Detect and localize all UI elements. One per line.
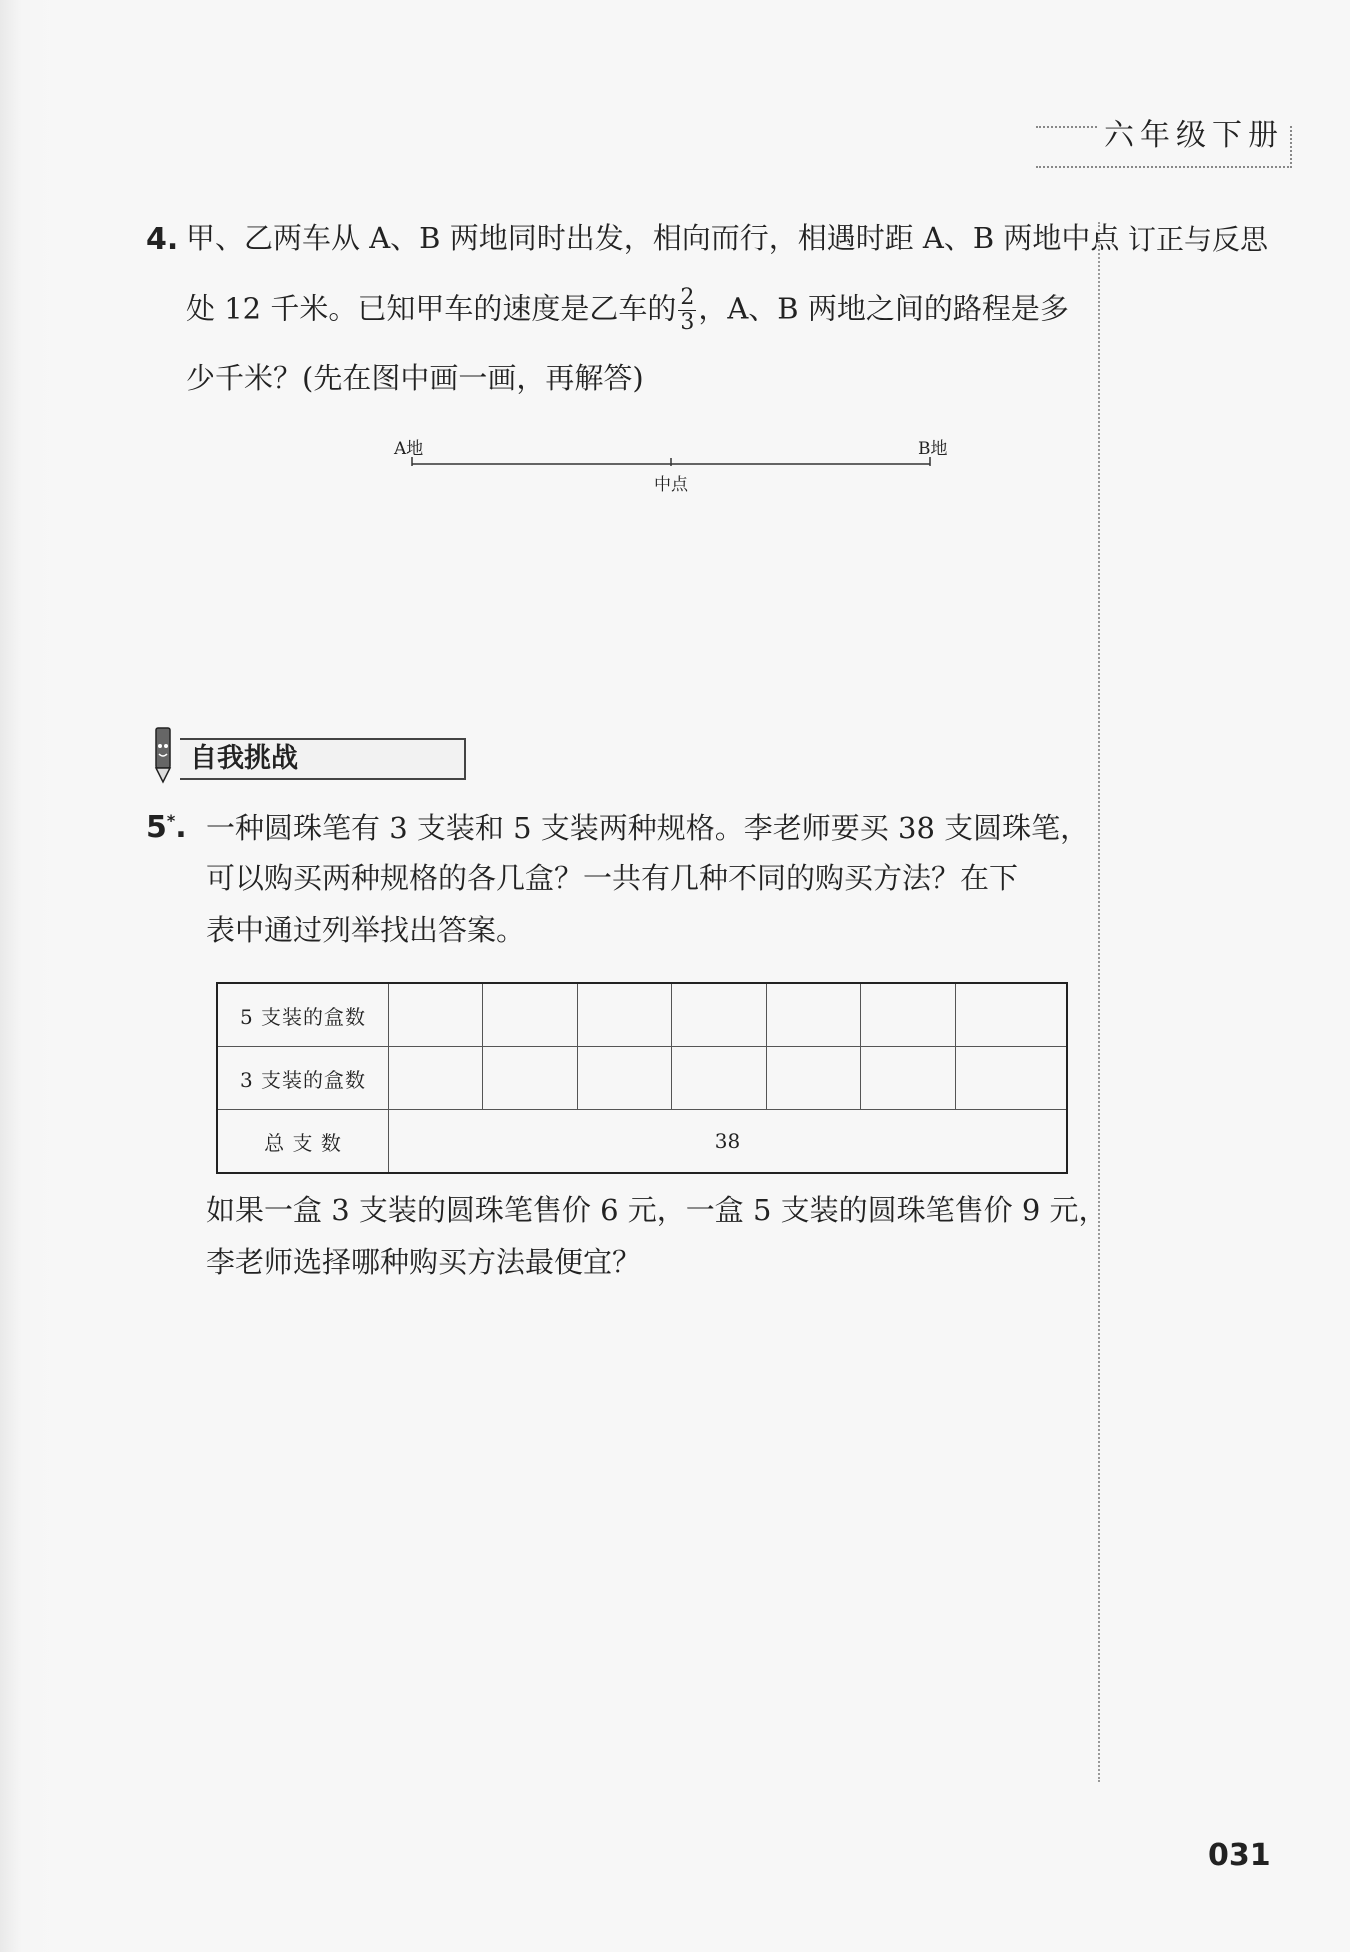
question-5-line-2: 可以购买两种规格的各几盒？一共有几种不同的购买方法？在下 [206, 861, 1019, 895]
pencil-icon [148, 724, 178, 784]
grade-label: 六年级下册 [1098, 110, 1290, 154]
blank-cell[interactable] [483, 983, 577, 1047]
question-4-line-3: 少千米？(先在图中画一画，再解答) [186, 361, 644, 395]
row-label-5-pack: 5 支装的盒数 [217, 983, 389, 1047]
total-cell: 38 [389, 1110, 1068, 1174]
table-row [217, 1047, 1067, 1110]
midpoint-label: 中点 [654, 475, 688, 495]
blank-cell[interactable] [955, 983, 1067, 1047]
blank-cell[interactable] [766, 1047, 860, 1110]
question-5-digit: 5 [146, 810, 167, 845]
blank-cell[interactable] [672, 983, 766, 1047]
question-5-dot: . [175, 810, 187, 845]
fraction-denominator: 3 [680, 310, 695, 335]
blank-cell[interactable] [672, 1047, 766, 1110]
question-5-line-1: 一种圆珠笔有 3 支装和 5 支装两种规格。李老师要买 38 支圆珠笔， [206, 811, 1090, 845]
table-row [217, 983, 1067, 1047]
question-4-line-2-start: 处 12 千米。已知甲车的速度是乙车的 [186, 291, 677, 326]
question-4-number: 4. [146, 222, 179, 257]
question-5-follow-2: 李老师选择哪种购买方法最便宜？ [206, 1245, 642, 1279]
blank-cell[interactable] [955, 1047, 1067, 1110]
segment-diagram [390, 430, 950, 500]
question-4-line-2-end: ，A、B 两地之间的路程是多 [698, 291, 1069, 326]
page-number: 031 [1208, 1838, 1271, 1873]
margin-divider [1098, 222, 1100, 1782]
blank-cell[interactable] [577, 1047, 671, 1110]
row-label-3-pack: 3 支装的盒数 [217, 1047, 389, 1110]
blank-cell[interactable] [861, 1047, 955, 1110]
point-a-label: A地 [394, 439, 424, 459]
table-row [217, 1110, 1067, 1174]
blank-cell[interactable] [766, 983, 860, 1047]
row-label-total: 总 支 数 [217, 1110, 389, 1174]
blank-cell[interactable] [483, 1047, 577, 1110]
margin-title: 订正与反思 [1128, 223, 1269, 256]
fraction [678, 286, 696, 335]
enumeration-table [216, 982, 1068, 1174]
section-title: 自我挑战 [180, 738, 466, 780]
question-5-follow-1: 如果一盒 3 支装的圆珠笔售价 6 元，一盒 5 支装的圆珠笔售价 9 元， [206, 1193, 1108, 1227]
question-4-line-2 [186, 286, 1069, 335]
question-5-star: * [166, 811, 176, 830]
point-b-label: B地 [918, 439, 948, 459]
blank-cell[interactable] [577, 983, 671, 1047]
blank-cell[interactable] [389, 1047, 483, 1110]
question-5-line-3: 表中通过列举找出答案。 [206, 913, 526, 947]
fraction-numerator: 2 [680, 285, 695, 310]
blank-cell[interactable] [861, 983, 955, 1047]
question-5-number [146, 810, 187, 845]
blank-cell[interactable] [389, 983, 483, 1047]
question-4-line-1: 甲、乙两车从 A、B 两地同时出发，相向而行，相遇时距 A、B 两地中点 [186, 221, 1120, 255]
